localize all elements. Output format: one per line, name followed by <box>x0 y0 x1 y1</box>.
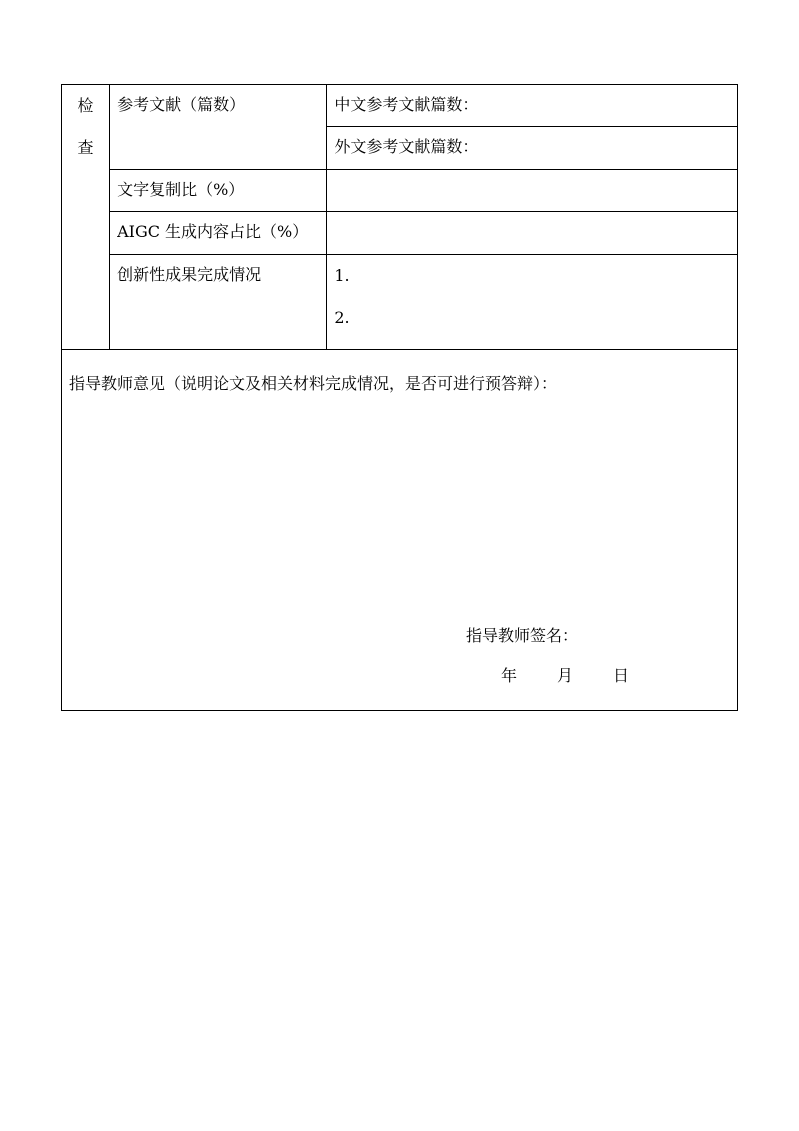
review-form-table <box>61 84 738 711</box>
advisor-opinion-label: 指导教师意见（说明论文及相关材料完成情况，是否可进行预答辩）： <box>69 374 558 393</box>
chinese-references-field[interactable]: 中文参考文献篇数： <box>327 85 738 127</box>
inspection-side-label <box>62 85 110 350</box>
innovation-item-1: 1. <box>334 266 350 285</box>
innovation-field[interactable] <box>327 255 738 350</box>
references-chinese-row <box>62 85 738 127</box>
innovation-row <box>62 255 738 350</box>
innovation-item-2: 2. <box>334 308 350 327</box>
advisor-opinion-row <box>62 350 738 711</box>
side-label-char-2: 查 <box>77 138 94 157</box>
signature-date <box>501 666 629 686</box>
copy-ratio-row <box>62 170 738 212</box>
innovation-label: 创新性成果完成情况 <box>110 255 327 350</box>
references-label: 参考文献（篇数） <box>110 85 327 170</box>
advisor-opinion-field[interactable] <box>62 350 738 711</box>
date-month-label: 月 <box>557 666 574 685</box>
aigc-ratio-row <box>62 212 738 255</box>
date-day-label: 日 <box>613 666 630 685</box>
aigc-ratio-label: AIGC 生成内容占比（%） <box>110 212 327 255</box>
copy-ratio-field[interactable] <box>327 170 738 212</box>
date-year-label: 年 <box>501 666 518 685</box>
side-label-char-1: 检 <box>77 96 94 115</box>
aigc-ratio-field[interactable] <box>327 212 738 255</box>
copy-ratio-label: 文字复制比（%） <box>110 170 327 212</box>
foreign-references-field[interactable]: 外文参考文献篇数： <box>327 127 738 170</box>
advisor-signature-label: 指导教师签名： <box>466 626 579 645</box>
